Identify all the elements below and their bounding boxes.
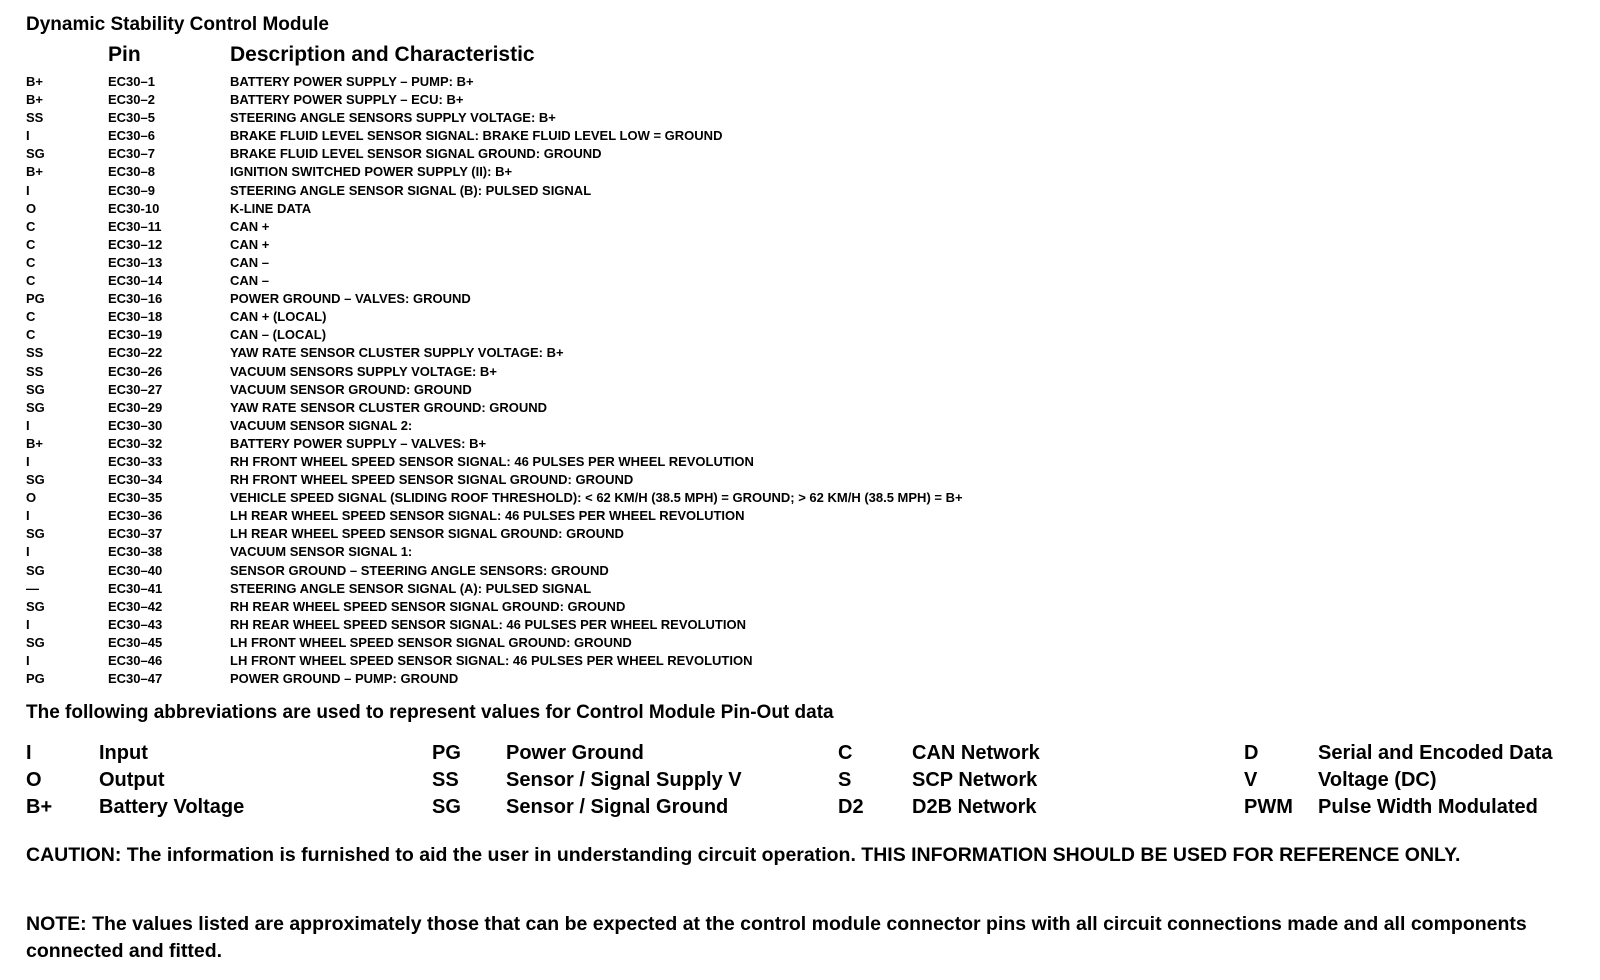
- pin-description: RH FRONT WHEEL SPEED SENSOR SIGNAL: 46 PULSES PER WHEEL REVOLUTION: [230, 453, 754, 469]
- pin-description: YAW RATE SENSOR CLUSTER GROUND: GROUND: [230, 399, 548, 415]
- abbreviation-row: [26, 794, 1586, 821]
- pin-description: CAN – (LOCAL): [230, 327, 327, 343]
- pin-description: CAN +: [230, 218, 270, 234]
- pin-type: SG: [26, 562, 45, 578]
- abbreviation-meaning: Sensor / Signal Ground: [506, 796, 729, 818]
- pin-id: EC30–35: [108, 490, 163, 506]
- pin-type: SS: [26, 363, 44, 379]
- abbreviations-table: [26, 740, 1586, 821]
- pin-type: SG: [26, 381, 45, 397]
- pin-description: STEERING ANGLE SENSOR SIGNAL (B): PULSED SIGNAL: [230, 182, 592, 198]
- abbreviation-row: [26, 767, 1586, 794]
- pin-id: EC30–1: [108, 74, 155, 89]
- pin-id: EC30–16: [108, 291, 163, 307]
- abbreviation-meaning: Battery Voltage: [99, 796, 245, 818]
- pin-description: VACUUM SENSORS SUPPLY VOLTAGE: B+: [230, 363, 497, 379]
- pin-description: RH FRONT WHEEL SPEED SENSOR SIGNAL GROUND: GROUND: [230, 472, 634, 488]
- pin-description: BRAKE FLUID LEVEL SENSOR SIGNAL GROUND: GROUND: [230, 146, 602, 162]
- abbreviation-code: C: [838, 742, 853, 764]
- abbreviation-row: [26, 740, 1586, 767]
- pin-id: EC30–11: [108, 218, 162, 234]
- abbreviation-meaning: CAN Network: [912, 742, 1040, 764]
- abbreviation-code: B+: [26, 796, 53, 818]
- pin-id: EC30–36: [108, 508, 163, 524]
- pin-type: I: [26, 653, 30, 668]
- pin-id: EC30–7: [108, 146, 155, 162]
- pin-type: SS: [26, 345, 44, 361]
- pin-type: C: [26, 236, 36, 252]
- pin-description: RH REAR WHEEL SPEED SENSOR SIGNAL GROUND: GROUND: [230, 598, 626, 614]
- pin-id: EC30–46: [108, 653, 163, 668]
- pin-id: EC30–34: [108, 472, 163, 488]
- pin-description: LH REAR WHEEL SPEED SENSOR SIGNAL: 46 PULSES PER WHEEL REVOLUTION: [230, 508, 745, 524]
- abbreviation-code: I: [26, 742, 32, 764]
- pin-description: YAW RATE SENSOR CLUSTER SUPPLY VOLTAGE: B+: [230, 345, 564, 361]
- pin-id: EC30–13: [108, 254, 163, 270]
- description-column-header: Description and Characteristic: [230, 43, 535, 66]
- abbreviations-heading: The following abbreviations are used to represent values for Control Module Pin-Out data: [26, 702, 834, 723]
- abbreviation-code: SG: [432, 796, 461, 818]
- pin-type: I: [26, 616, 30, 632]
- note-text: NOTE: The values listed are approximately those that can be expected at the control module connector pins with all circuit connections made and all components connected and fitted.: [26, 913, 1527, 962]
- pin-description: BATTERY POWER SUPPLY – VALVES: B+: [230, 435, 487, 451]
- pin-id: EC30–2: [108, 92, 155, 108]
- pin-description: CAN –: [230, 273, 270, 289]
- abbreviation-code: D: [1244, 742, 1259, 764]
- pin-description: VEHICLE SPEED SIGNAL (SLIDING ROOF THRESHOLD): < 62 KM/H (38.5 MPH) = GROUND; > 62 KM/H (38.5 MPH) = B+: [230, 490, 963, 506]
- abbreviation-meaning: Pulse Width Modulated: [1318, 796, 1538, 818]
- pin-description: STEERING ANGLE SENSOR SIGNAL (A): PULSED SIGNAL: [230, 580, 592, 596]
- pin-id: EC30–38: [108, 544, 163, 560]
- pin-id: EC30–32: [108, 435, 163, 451]
- pin-type: SG: [26, 526, 45, 542]
- pin-description: SENSOR GROUND – STEERING ANGLE SENSORS: GROUND: [230, 562, 609, 578]
- pin-description: VACUUM SENSOR GROUND: GROUND: [230, 381, 472, 397]
- pin-description: POWER GROUND – VALVES: GROUND: [230, 291, 471, 307]
- pin-id: EC30–45: [108, 634, 163, 650]
- pin-id: EC30–6: [108, 128, 155, 144]
- pin-type: O: [26, 200, 37, 216]
- caution-text: CAUTION: The information is furnished to aid the user in understanding circuit operation. THIS INFORMATION SHOULD BE USED FOR REFERENCE ONLY.: [26, 844, 1461, 866]
- pin-description: LH REAR WHEEL SPEED SENSOR SIGNAL GROUND: GROUND: [230, 526, 624, 542]
- pin-id: EC30–33: [108, 453, 163, 469]
- pin-id: EC30–8: [108, 164, 155, 180]
- pin-type: O: [26, 490, 37, 506]
- pin-description: LH FRONT WHEEL SPEED SENSOR SIGNAL: 46 PULSES PER WHEEL REVOLUTION: [230, 653, 753, 668]
- pin-type: SS: [26, 110, 44, 126]
- pin-description: BATTERY POWER SUPPLY – PUMP: B+: [230, 74, 474, 89]
- abbreviation-code: O: [26, 769, 42, 791]
- abbreviation-code: S: [838, 769, 852, 791]
- pin-id: EC30–42: [108, 598, 163, 614]
- pin-description: BRAKE FLUID LEVEL SENSOR SIGNAL: BRAKE FLUID LEVEL LOW = GROUND: [230, 128, 723, 144]
- pin-type: SG: [26, 598, 45, 614]
- pin-description: VACUUM SENSOR SIGNAL 1:: [230, 544, 413, 560]
- pin-type: C: [26, 309, 36, 325]
- abbreviation-meaning: Input: [99, 742, 148, 764]
- pin-description: CAN + (LOCAL): [230, 309, 327, 325]
- abbreviation-code: PG: [432, 742, 461, 764]
- pin-type: SG: [26, 399, 45, 415]
- abbreviation-meaning: SCP Network: [912, 769, 1038, 791]
- pin-description: VACUUM SENSOR SIGNAL 2:: [230, 417, 413, 433]
- pin-id: EC30–5: [108, 110, 155, 126]
- pin-description: CAN +: [230, 236, 270, 252]
- pin-type: PG: [26, 671, 45, 687]
- pin-id: EC30–40: [108, 562, 163, 578]
- pin-id: EC30–47: [108, 671, 163, 687]
- pin-type: I: [26, 128, 30, 144]
- pin-id: EC30–12: [108, 236, 163, 252]
- pin-id: EC30–29: [108, 399, 163, 415]
- pin-type: C: [26, 327, 36, 343]
- pin-type: C: [26, 254, 36, 270]
- abbreviation-meaning: Serial and Encoded Data: [1318, 742, 1553, 764]
- abbreviation-meaning: Power Ground: [506, 742, 644, 764]
- abbreviation-code: SS: [432, 769, 459, 791]
- pin-type: B+: [26, 92, 43, 108]
- pin-description: IGNITION SWITCHED POWER SUPPLY (II): B+: [230, 164, 513, 180]
- pin-type: B+: [26, 164, 43, 180]
- abbreviation-meaning: Voltage (DC): [1318, 769, 1437, 791]
- pin-type: C: [26, 273, 36, 289]
- pin-type: SG: [26, 472, 45, 488]
- pin-description: STEERING ANGLE SENSORS SUPPLY VOLTAGE: B+: [230, 110, 556, 126]
- pin-id: EC30–27: [108, 381, 163, 397]
- pin-type: I: [26, 417, 30, 433]
- abbreviation-meaning: Sensor / Signal Supply V: [506, 769, 742, 791]
- pin-id: EC30–41: [108, 580, 163, 596]
- pin-type: PG: [26, 291, 45, 307]
- pin-type: I: [26, 508, 30, 524]
- pin-description: CAN –: [230, 254, 270, 270]
- pin-id: EC30–19: [108, 327, 163, 343]
- pin-description: K-LINE DATA: [230, 200, 312, 216]
- pin-id: EC30–26: [108, 363, 163, 379]
- pin-type: SG: [26, 146, 45, 162]
- pin-type: SG: [26, 634, 45, 650]
- pin-type: B+: [26, 74, 43, 89]
- pin-type: C: [26, 218, 36, 234]
- abbreviation-meaning: D2B Network: [912, 796, 1037, 818]
- pin-type: I: [26, 182, 30, 198]
- pin-description: RH REAR WHEEL SPEED SENSOR SIGNAL: 46 PULSES PER WHEEL REVOLUTION: [230, 616, 746, 632]
- pin-type: I: [26, 453, 30, 469]
- pin-type: —: [26, 580, 39, 596]
- pin-id: EC30–22: [108, 345, 163, 361]
- pin-id: EC30–14: [108, 273, 163, 289]
- pin-id: EC30-10: [108, 200, 160, 216]
- pin-type: B+: [26, 435, 43, 451]
- abbreviation-meaning: Output: [99, 769, 165, 791]
- abbreviation-code: D2: [838, 796, 864, 818]
- pin-id: EC30–18: [108, 309, 163, 325]
- pin-type: I: [26, 544, 30, 560]
- pin-column-header: Pin: [108, 43, 141, 66]
- page-title: Dynamic Stability Control Module: [26, 14, 329, 35]
- pin-id: EC30–37: [108, 526, 163, 542]
- abbreviation-code: PWM: [1244, 796, 1293, 818]
- abbreviation-code: V: [1244, 769, 1258, 791]
- pin-id: EC30–43: [108, 616, 163, 632]
- pin-id: EC30–30: [108, 417, 163, 433]
- pin-id: EC30–9: [108, 182, 155, 198]
- pin-description: BATTERY POWER SUPPLY – ECU: B+: [230, 92, 464, 108]
- pin-description: POWER GROUND – PUMP: GROUND: [230, 671, 459, 687]
- pin-description: LH FRONT WHEEL SPEED SENSOR SIGNAL GROUND: GROUND: [230, 634, 632, 650]
